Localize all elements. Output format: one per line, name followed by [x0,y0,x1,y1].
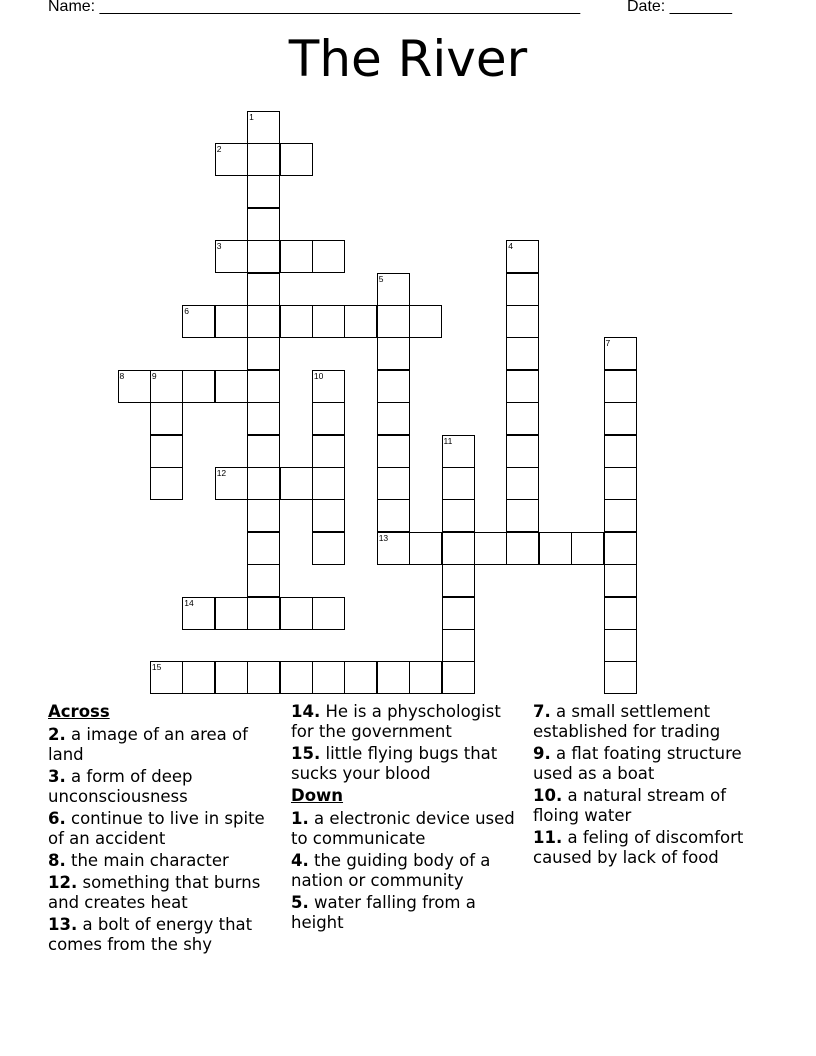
clue-across-3 [48,767,284,807]
clue-number: 10. [533,786,563,805]
grid-cell[interactable] [377,499,410,532]
grid-cell[interactable] [506,370,539,403]
clue-text: something that burns and creates heat [48,873,261,912]
grid-cell[interactable] [604,629,637,662]
grid-cell[interactable] [409,661,442,694]
grid-cell[interactable] [312,499,345,532]
grid-cell[interactable] [377,467,410,500]
cell-number: 3 [216,241,222,252]
grid-cell[interactable] [150,370,183,403]
clue-number: 8. [48,851,66,870]
cell-number: 4 [508,241,514,252]
grid-cell[interactable] [312,370,345,403]
grid-cell[interactable] [280,597,313,630]
clue-across-12 [48,873,284,913]
grid-cell[interactable] [506,305,539,338]
grid-cell[interactable] [118,370,151,403]
grid-cell[interactable] [377,337,410,370]
grid-cell[interactable] [312,435,345,468]
clue-text: the main character [71,851,229,870]
clue-down-1 [291,809,527,849]
clue-across-15 [291,744,527,784]
clue-text: the guiding body of a nation or community [291,851,491,890]
grid-cell[interactable] [247,337,280,370]
grid-cell[interactable] [344,305,377,338]
clue-text: little flying bugs that sucks your blood [291,744,498,783]
grid-cell[interactable] [215,143,248,176]
grid-cell[interactable] [377,435,410,468]
name-field[interactable]: Name: ______________________________________________________ [48,0,581,15]
grid-cell[interactable] [150,435,183,468]
grid-cell[interactable] [247,499,280,532]
clue-text: a natural stream of floing water [533,786,727,825]
grid-cell[interactable] [604,402,637,435]
grid-cell[interactable] [539,532,572,565]
grid-cell[interactable] [506,273,539,306]
grid-cell[interactable] [604,597,637,630]
grid-cell[interactable] [312,661,345,694]
page-title: The River [288,30,528,88]
grid-cell[interactable] [215,240,248,273]
cell-number: 5 [378,273,384,284]
grid-cell[interactable] [442,661,475,694]
clue-text: a feling of discomfort caused by lack of food [533,828,744,867]
grid-cell[interactable] [442,435,475,468]
cell-number: 11 [443,435,453,446]
grid-cell[interactable] [506,467,539,500]
grid-cell[interactable] [247,597,280,630]
clue-number: 12. [48,873,78,892]
clue-across-14 [291,702,527,742]
clue-text: a electronic device used to communicate [291,809,515,848]
clue-across-6 [48,809,284,849]
grid-cell[interactable] [604,435,637,468]
grid-cell[interactable] [377,532,410,565]
grid-cell[interactable] [247,402,280,435]
grid-cell[interactable] [247,175,280,208]
grid-cell[interactable] [247,240,280,273]
cell-number: 1 [249,111,254,122]
clue-column-2 [291,702,527,935]
grid-cell[interactable] [182,305,215,338]
clue-down-9 [533,744,773,784]
clue-column-3 [533,702,773,870]
grid-cell[interactable] [377,661,410,694]
clue-down-10 [533,786,773,826]
grid-cell[interactable] [344,661,377,694]
grid-cell[interactable] [280,467,313,500]
grid-cell[interactable] [506,337,539,370]
grid-cell[interactable] [604,564,637,597]
across-heading: Across [48,702,110,721]
grid-cell[interactable] [604,467,637,500]
grid-cell[interactable] [182,370,215,403]
clue-text: a image of an area of land [48,725,248,764]
clue-down-7 [533,702,773,742]
clue-number: 7. [533,702,551,721]
grid-cell[interactable] [247,467,280,500]
clue-number: 11. [533,828,563,847]
grid-cell[interactable] [377,305,410,338]
grid-cell[interactable] [604,370,637,403]
grid-cell[interactable] [280,305,313,338]
grid-cell[interactable] [215,597,248,630]
cell-number: 15 [151,662,162,673]
clue-number: 4. [291,851,309,870]
clue-text: a bolt of energy that comes from the shy [48,915,253,954]
grid-cell[interactable] [182,597,215,630]
clue-number: 9. [533,744,551,763]
grid-cell[interactable] [506,240,539,273]
grid-cell[interactable] [312,532,345,565]
clue-number: 14. [291,702,321,721]
cell-number: 8 [119,370,125,381]
cell-number: 14 [184,597,194,608]
grid-cell[interactable] [247,273,280,306]
grid-cell[interactable] [604,532,637,565]
cell-number: 9 [151,370,157,381]
clue-number: 5. [291,893,309,912]
grid-cell[interactable] [312,597,345,630]
grid-cell[interactable] [312,402,345,435]
grid-cell[interactable] [215,661,248,694]
grid-cell[interactable] [280,143,313,176]
clue-number: 3. [48,767,66,786]
grid-cell[interactable] [377,370,410,403]
clue-across-2 [48,725,284,765]
cell-number: 2 [216,143,222,154]
grid-cell[interactable] [280,240,313,273]
grid-cell[interactable] [506,402,539,435]
grid-cell[interactable] [604,499,637,532]
clue-across-8 [48,851,284,871]
grid-cell[interactable] [474,532,507,565]
grid-cell[interactable] [312,305,345,338]
grid-cell[interactable] [442,499,475,532]
clue-text: a small settlement established for trading [533,702,721,741]
clue-text: continue to live in spite of an accident [48,809,265,848]
clue-text: He is a physchologist for the government [291,702,501,741]
clue-number: 1. [291,809,309,828]
grid-cell[interactable] [215,305,248,338]
clue-number: 6. [48,809,66,828]
grid-cell[interactable] [604,337,637,370]
grid-cell[interactable] [247,435,280,468]
grid-cell[interactable] [247,305,280,338]
clue-number: 15. [291,744,321,763]
grid-cell[interactable] [312,240,345,273]
grid-cell[interactable] [215,467,248,500]
clue-across-13 [48,915,284,955]
clue-number: 2. [48,725,66,744]
grid-cell[interactable] [312,467,345,500]
grid-cell[interactable] [377,273,410,306]
cell-number: 6 [184,305,190,316]
grid-cell[interactable] [377,402,410,435]
clue-text: a flat foating structure used as a boat [533,744,742,783]
grid-cell[interactable] [247,111,280,144]
grid-cell[interactable] [506,435,539,468]
clue-number: 13. [48,915,78,934]
clue-column-1 [48,702,284,957]
grid-cell[interactable] [409,305,442,338]
grid-cell[interactable] [506,532,539,565]
grid-cell[interactable] [442,597,475,630]
cell-number: 7 [605,338,611,349]
grid-cell[interactable] [409,532,442,565]
down-heading: Down [291,786,344,805]
clue-down-5 [291,893,527,933]
grid-cell[interactable] [150,402,183,435]
grid-cell[interactable] [247,208,280,241]
grid-cell[interactable] [247,564,280,597]
grid-cell[interactable] [442,467,475,500]
cell-number: 10 [313,370,324,381]
clue-down-4 [291,851,527,891]
grid-cell[interactable] [442,629,475,662]
cell-number: 13 [378,532,389,543]
grid-cell[interactable] [247,143,280,176]
grid-cell[interactable] [150,467,183,500]
grid-cell[interactable] [247,532,280,565]
grid-cell[interactable] [150,661,183,694]
clue-text: a form of deep unconsciousness [48,767,193,806]
date-field[interactable]: Date: _______ [627,0,732,15]
grid-cell[interactable] [442,532,475,565]
grid-cell[interactable] [442,564,475,597]
grid-cell[interactable] [571,532,604,565]
clue-text: water falling from a height [291,893,476,932]
grid-cell[interactable] [215,370,248,403]
grid-cell[interactable] [506,499,539,532]
grid-cell[interactable] [280,661,313,694]
grid-cell[interactable] [604,661,637,694]
cell-number: 12 [216,467,227,478]
clue-down-11 [533,828,773,868]
grid-cell[interactable] [182,661,215,694]
grid-cell[interactable] [247,661,280,694]
grid-cell[interactable] [247,370,280,403]
